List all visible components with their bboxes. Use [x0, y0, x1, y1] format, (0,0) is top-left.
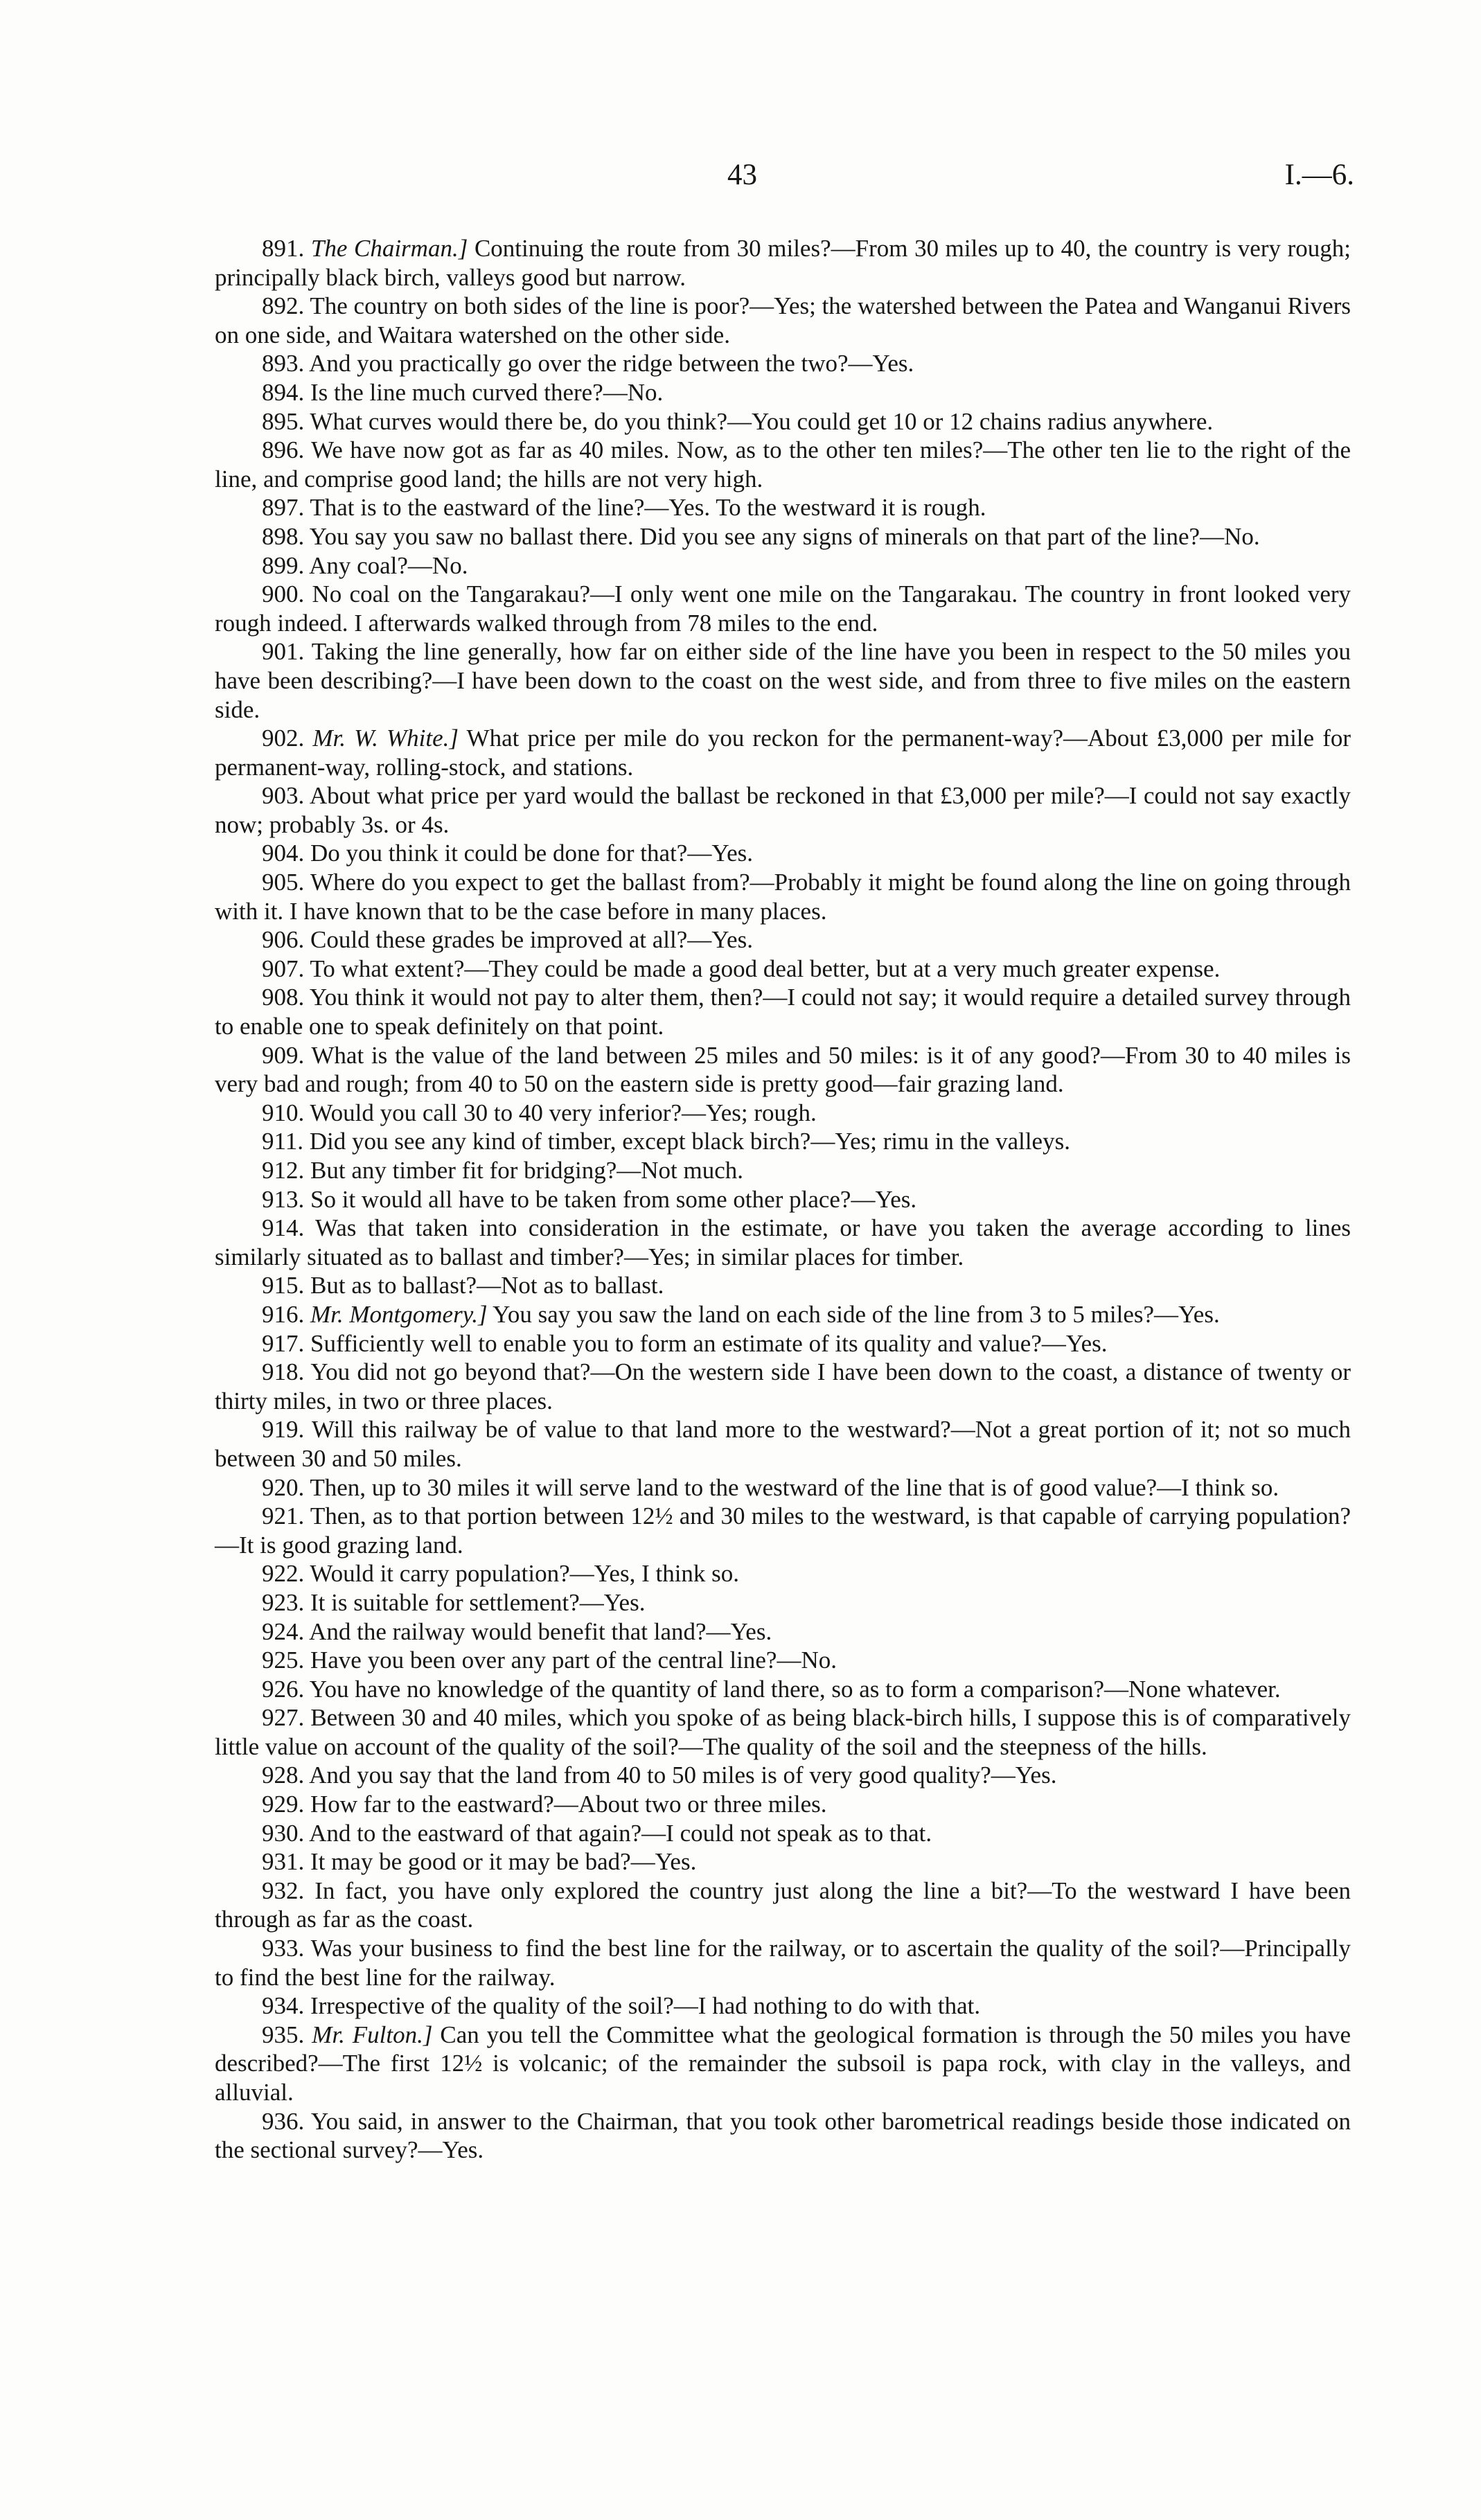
- question-paragraph: [215, 1358, 1351, 1415]
- question-number: 934.: [262, 1992, 305, 2020]
- question-paragraph: [215, 1617, 1351, 1647]
- question-paragraph: [215, 292, 1351, 349]
- question-answer-text: Any coal?—No.: [309, 551, 468, 579]
- question-answer-text: What is the value of the land between 25 miles and 50 miles: is it of any good?—From 30 to 40 miles is very bad and rough; from 40 to 50 on the eastern side is pretty good—fair grazing land.: [215, 1041, 1351, 1098]
- question-paragraph: [215, 839, 1351, 868]
- question-answer-text: That is to the eastward of the line?—Yes. To the westward it is rough.: [310, 494, 986, 522]
- question-paragraph: [215, 1847, 1351, 1876]
- question-answer-text: Is the line much curved there?—No.: [310, 378, 664, 406]
- question-paragraph: [215, 1646, 1351, 1675]
- question-number: 901.: [262, 638, 305, 666]
- evidence-body: [215, 234, 1351, 2165]
- question-number: 935.: [262, 2021, 305, 2048]
- question-paragraph: [215, 1934, 1351, 1991]
- question-answer-text: Did you see any kind of timber, except black birch?—Yes; rimu in the valleys.: [309, 1128, 1070, 1155]
- question-number: 900.: [262, 580, 305, 608]
- question-paragraph: [215, 1761, 1351, 1790]
- question-answer-text: Could these grades be improved at all?—Yes.: [310, 926, 753, 954]
- question-answer-text: Do you think it could be done for that?—Yes.: [310, 840, 754, 867]
- question-paragraph: [215, 1588, 1351, 1617]
- question-answer-text: Continuing the route from 30 miles?—From 30 miles up to 40, the country is very rough; principally black birch, valleys good but narrow.: [215, 235, 1351, 291]
- question-paragraph: [215, 1271, 1351, 1300]
- question-paragraph: [215, 1473, 1351, 1502]
- question-number: 898.: [262, 522, 305, 550]
- question-number: 918.: [262, 1358, 305, 1386]
- question-number: 925.: [262, 1647, 305, 1674]
- question-number: 923.: [262, 1588, 305, 1616]
- question-number: 893.: [262, 350, 305, 378]
- question-paragraph: [215, 1559, 1351, 1588]
- speaker-name: Mr. Fulton.]: [312, 2021, 433, 2048]
- question-answer-text: How far to the eastward?—About two or three miles.: [310, 1791, 827, 1818]
- question-answer-text: You think it would not pay to alter them, then?—I could not say; it would require a detailed survey through to enable one to speak definitely on that point.: [215, 984, 1351, 1040]
- question-answer-text: It is suitable for settlement?—Yes.: [310, 1588, 646, 1616]
- question-number: 903.: [262, 782, 305, 810]
- question-answer-text: But any timber fit for bridging?—Not much.: [310, 1157, 744, 1184]
- question-number: 895.: [262, 407, 305, 435]
- question-number: 905.: [262, 869, 305, 896]
- question-number: 931.: [262, 1848, 305, 1876]
- question-paragraph: [215, 1329, 1351, 1358]
- question-answer-text: Was your business to find the best line for the railway, or to ascertain the quality of the soil?—Principally to find the best line for the railway.: [215, 1935, 1351, 1991]
- question-paragraph: [215, 1790, 1351, 1819]
- question-number: 916.: [262, 1300, 305, 1328]
- question-number: 936.: [262, 2107, 305, 2135]
- question-answer-text: We have now got as far as 40 miles. Now, as to the other ten miles?—The other ten lie to the right of the line, and comprise good land; the hills are not very high.: [215, 436, 1351, 493]
- question-paragraph: [215, 436, 1351, 493]
- question-number: 912.: [262, 1157, 305, 1184]
- question-answer-text: But as to ballast?—Not as to ballast.: [310, 1272, 664, 1299]
- question-answer-text: And you say that the land from 40 to 50 miles is of very good quality?—Yes.: [309, 1762, 1057, 1789]
- question-number: 921.: [262, 1502, 305, 1530]
- question-paragraph: [215, 1675, 1351, 1704]
- question-number: 908.: [262, 984, 305, 1011]
- question-paragraph: [215, 1502, 1351, 1559]
- question-number: 927.: [262, 1704, 305, 1732]
- question-answer-text: Irrespective of the quality of the soil?—I had nothing to do with that.: [310, 1992, 981, 2020]
- question-answer-text: Between 30 and 40 miles, which you spoke of as being black-birch hills, I suppose this is of comparatively little value on account of the quality of the soil?—The quality of the soil and the steepness of the hills.: [215, 1704, 1351, 1760]
- question-answer-text: Have you been over any part of the central line?—No.: [310, 1647, 837, 1674]
- question-number: 917.: [262, 1329, 305, 1357]
- question-paragraph: [215, 955, 1351, 984]
- question-answer-text: What price per mile do you reckon for the permanent-way?—About £3,000 per mile for permanent-way, rolling-stock, and stations.: [215, 725, 1351, 781]
- question-number: 924.: [262, 1617, 305, 1645]
- question-answer-text: To what extent?—They could be made a good deal better, but at a very much greater expense.: [310, 955, 1221, 982]
- question-paragraph: [215, 1185, 1351, 1214]
- question-paragraph: [215, 522, 1351, 551]
- question-paragraph: [215, 637, 1351, 724]
- question-answer-text: No coal on the Tangarakau?—I only went one mile on the Tangarakau. The country in front looked very rough indeed. I afterwards walked through from 78 miles to the end.: [215, 580, 1351, 637]
- question-paragraph: [215, 349, 1351, 378]
- question-paragraph: [215, 1156, 1351, 1185]
- question-number: 920.: [262, 1473, 305, 1501]
- question-answer-text: You say you saw the land on each side of the line from 3 to 5 miles?—Yes.: [487, 1300, 1220, 1328]
- question-answer-text: You said, in answer to the Chairman, that you took other barometrical readings beside those indicated on the sectional survey?—Yes.: [215, 2107, 1351, 2164]
- question-paragraph: [215, 925, 1351, 955]
- question-answer-text: You say you saw no ballast there. Did you see any signs of minerals on that part of the line?—No.: [309, 522, 1260, 550]
- question-paragraph: [215, 580, 1351, 637]
- question-number: 896.: [262, 436, 305, 464]
- question-answer-text: Would it carry population?—Yes, I think so.: [310, 1560, 740, 1588]
- question-answer-text: It may be good or it may be bad?—Yes.: [310, 1848, 697, 1876]
- speaker-name: Mr. Montgomery.]: [310, 1300, 488, 1328]
- question-paragraph: [215, 1127, 1351, 1156]
- question-paragraph: [215, 1991, 1351, 2021]
- question-answer-text: Will this railway be of value to that land more to the westward?—Not a great portion of it; not so much between 30 and 50 miles.: [215, 1416, 1351, 1472]
- question-number: 915.: [262, 1272, 305, 1299]
- question-number: 902.: [262, 725, 305, 752]
- question-number: 933.: [262, 1935, 305, 1962]
- question-answer-text: What curves would there be, do you think?—You could get 10 or 12 chains radius anywhere.: [310, 407, 1214, 435]
- question-paragraph: [215, 378, 1351, 407]
- question-number: 899.: [262, 551, 305, 579]
- question-number: 907.: [262, 955, 305, 982]
- question-paragraph: [215, 1415, 1351, 1473]
- question-answer-text: Was that taken into consideration in the estimate, or have you taken the average according to lines similarly situated as to ballast and timber?—Yes; in similar places for timber.: [215, 1214, 1351, 1270]
- question-paragraph: [215, 1214, 1351, 1271]
- question-paragraph: [215, 2021, 1351, 2107]
- question-answer-text: You did not go beyond that?—On the western side I have been down to the coast, a distance of twenty or thirty miles, in two or three places.: [215, 1358, 1351, 1414]
- question-number: 904.: [262, 840, 305, 867]
- question-number: 930.: [262, 1819, 305, 1847]
- question-paragraph: [215, 1300, 1351, 1329]
- question-number: 894.: [262, 378, 305, 406]
- question-number: 911.: [262, 1128, 303, 1155]
- question-answer-text: About what price per yard would the ballast be reckoned in that £3,000 per mile?—I could not say exactly now; probably 3s. or 4s.: [215, 782, 1351, 838]
- question-answer-text: Sufficiently well to enable you to form an estimate of its quality and value?—Yes.: [310, 1329, 1108, 1357]
- question-number: 909.: [262, 1041, 305, 1069]
- page-header: [0, 158, 1481, 199]
- question-paragraph: [215, 1819, 1351, 1848]
- question-paragraph: [215, 234, 1351, 292]
- question-answer-text: And you practically go over the ridge between the two?—Yes.: [309, 350, 914, 378]
- question-number: 914.: [262, 1214, 305, 1242]
- question-number: 922.: [262, 1560, 305, 1588]
- question-answer-text: In fact, you have only explored the country just along the line a bit?—To the westward I have been through as far as the coast.: [215, 1876, 1351, 1933]
- question-number: 929.: [262, 1791, 305, 1818]
- question-number: 910.: [262, 1099, 305, 1126]
- speaker-name: The Chairman.]: [310, 235, 468, 262]
- question-paragraph: [215, 983, 1351, 1040]
- question-answer-text: You have no knowledge of the quantity of land there, so as to form a comparison?—None whatever.: [309, 1675, 1281, 1703]
- question-paragraph: [215, 551, 1351, 580]
- question-paragraph: [215, 1876, 1351, 1934]
- document-reference: I.—6.: [1284, 159, 1354, 191]
- question-answer-text: So it would all have to be taken from some other place?—Yes.: [310, 1185, 917, 1213]
- question-answer-text: Where do you expect to get the ballast from?—Probably it might be found along the line on going through with it. I have known that to be the case before in many places.: [215, 869, 1351, 925]
- question-number: 897.: [262, 494, 305, 522]
- question-answer-text: Then, as to that portion between 12½ and 30 miles to the westward, is that capable of carrying population?—It is good grazing land.: [215, 1502, 1351, 1559]
- question-answer-text: And to the eastward of that again?—I could not speak as to that.: [309, 1819, 932, 1847]
- speaker-name: Mr. W. White.]: [312, 725, 459, 752]
- question-paragraph: [215, 1099, 1351, 1128]
- question-number: 913.: [262, 1185, 305, 1213]
- question-number: 919.: [262, 1416, 305, 1444]
- question-paragraph: [215, 781, 1351, 839]
- question-paragraph: [215, 2107, 1351, 2165]
- question-answer-text: The country on both sides of the line is poor?—Yes; the watershed between the Patea and Wanganui Rivers on one side, and Waitara watershed on the other side.: [215, 292, 1351, 348]
- question-paragraph: [215, 1703, 1351, 1761]
- question-paragraph: [215, 1041, 1351, 1099]
- question-paragraph: [215, 868, 1351, 925]
- question-paragraph: [215, 493, 1351, 522]
- question-number: 892.: [262, 292, 305, 320]
- question-paragraph: [215, 407, 1351, 436]
- question-answer-text: Would you call 30 to 40 very inferior?—Yes; rough.: [310, 1099, 817, 1126]
- page-number: 43: [727, 159, 757, 191]
- question-number: 932.: [262, 1876, 305, 1904]
- question-answer-text: Then, up to 30 miles it will serve land to the westward of the line that is of good value?—I think so.: [310, 1473, 1279, 1501]
- question-number: 891.: [262, 235, 305, 262]
- question-number: 906.: [262, 926, 305, 954]
- question-paragraph: [215, 724, 1351, 781]
- question-number: 928.: [262, 1762, 305, 1789]
- question-answer-text: And the railway would benefit that land?—Yes.: [309, 1617, 772, 1645]
- question-number: 926.: [262, 1675, 305, 1703]
- question-answer-text: Taking the line generally, how far on either side of the line have you been in respect to the 50 miles you have been describing?—I have been down to the coast on the west side, and from three to five miles on the eastern side.: [215, 638, 1351, 723]
- question-answer-text: Can you tell the Committee what the geological formation is through the 50 miles you have described?—The first 12½ is volcanic; of the remainder the subsoil is papa rock, with clay in the valleys, and alluvial.: [215, 2021, 1351, 2106]
